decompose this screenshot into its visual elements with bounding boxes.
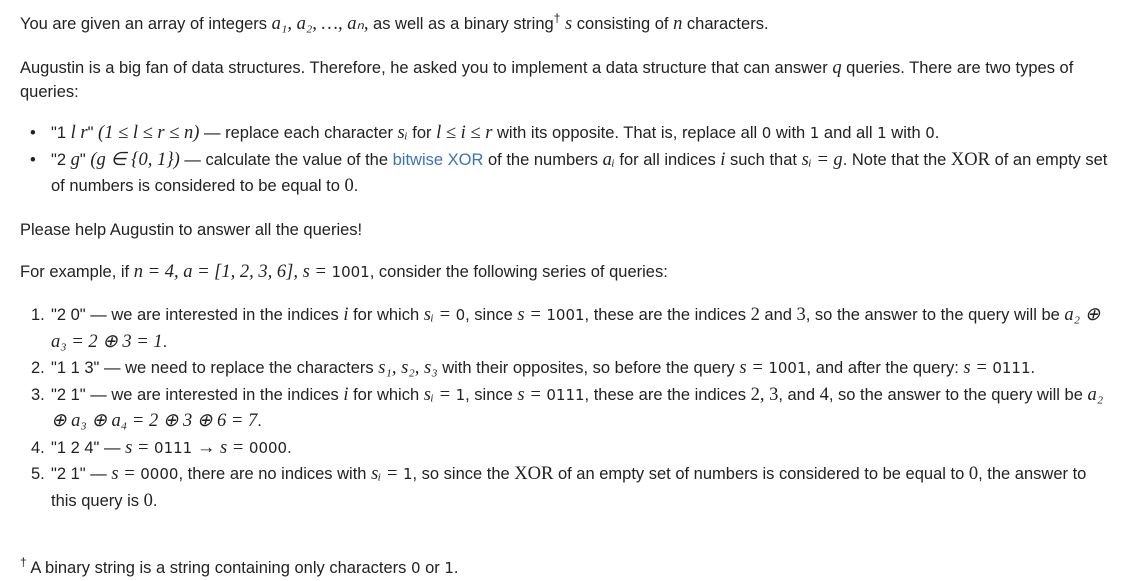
code: 1 <box>444 559 454 577</box>
text: "1 <box>51 124 71 142</box>
math: 2 <box>750 305 760 325</box>
math: 2, 3 <box>750 384 779 405</box>
example-queries-list <box>20 302 1110 514</box>
math: s = <box>517 384 547 405</box>
code: 0000 <box>140 465 179 483</box>
math: 0 <box>344 176 354 196</box>
text: You are given an array of integers <box>20 15 272 33</box>
text: of an empty set of numbers is considered to be equal to <box>51 150 1108 195</box>
math: s = <box>111 464 141 484</box>
text: For example, if <box>20 263 134 281</box>
text: . Note that the <box>842 150 951 169</box>
text: "2 1" — <box>51 465 112 483</box>
math: 0 <box>143 490 153 511</box>
text: with <box>886 124 926 142</box>
math: 3 <box>796 305 806 325</box>
math: 0 <box>968 464 979 484</box>
code: 1001 <box>546 306 585 324</box>
text: . <box>353 177 359 195</box>
description-paragraph <box>20 56 1110 104</box>
text: , consider the following series of queries: <box>369 263 668 281</box>
text: . <box>257 412 262 430</box>
text: . <box>152 491 158 510</box>
code: 1001 <box>768 359 807 377</box>
code: 0 <box>410 559 421 577</box>
text: , since <box>465 306 518 324</box>
query-type-1 <box>20 120 1110 147</box>
math: n = 4, a = [1, 2, 3, 6], s = <box>133 262 332 282</box>
math: q <box>832 58 842 78</box>
code: 1 <box>455 385 466 404</box>
list-number: 5. <box>31 465 45 483</box>
math: s <box>564 14 573 34</box>
text: — replace each character <box>199 124 398 142</box>
code: 1 <box>877 124 887 142</box>
math: n <box>673 14 683 34</box>
text: — calculate the value of the <box>179 150 393 169</box>
code: 0111 <box>546 385 585 404</box>
math: XOR <box>950 149 990 170</box>
text: Augustin is a big fan of data structures. Therefore, he asked you to implement a data structure that can answer <box>20 59 833 77</box>
text: or <box>420 559 445 577</box>
text: and all <box>819 124 878 142</box>
text: . <box>934 124 940 142</box>
query-types-list <box>20 120 1110 200</box>
example-query-3 <box>20 382 1110 435</box>
text: " <box>87 124 99 142</box>
text: , so the answer to the query will be <box>805 306 1065 324</box>
text: , there are no indices with <box>178 465 372 483</box>
code: 0000 <box>248 438 288 457</box>
text: "1 1 3" — we need to replace the characters <box>51 359 379 377</box>
text: , these are the indices <box>584 385 751 404</box>
text: "2 0" — we are interested in the indices <box>51 306 344 324</box>
math: (1 ≤ l ≤ r ≤ n) <box>98 123 200 143</box>
text: . <box>162 332 168 351</box>
math: s = <box>517 305 547 325</box>
text: with <box>771 124 810 142</box>
math: a₂ ⊕ a₃ = 2 ⊕ 3 = 1 <box>51 305 1101 352</box>
text: , so since the <box>412 465 515 483</box>
code: 1001 <box>331 263 370 281</box>
math: → s = <box>192 437 249 458</box>
text: such that <box>725 150 802 169</box>
text: characters. <box>682 15 769 33</box>
query-type-2 <box>20 147 1110 200</box>
list-number: 4. <box>31 438 45 457</box>
example-query-5 <box>20 461 1110 514</box>
math: i <box>343 305 349 325</box>
math: l ≤ i ≤ r <box>436 123 493 143</box>
text: . <box>287 438 292 457</box>
text: . <box>1030 359 1036 377</box>
math: l r <box>70 123 88 143</box>
text: and <box>759 306 797 324</box>
example-paragraph <box>20 260 668 284</box>
text: , the answer to this query is <box>51 465 1087 510</box>
code: 0111 <box>154 438 193 457</box>
code: 0 <box>761 124 772 142</box>
math: sᵢ <box>397 123 408 143</box>
example-query-1 <box>20 302 1110 355</box>
text: , since <box>465 385 518 404</box>
example-query-4 <box>20 435 1110 462</box>
text: "2 <box>51 150 71 169</box>
math: 4 <box>819 384 829 405</box>
footnote-marker: † <box>553 11 561 25</box>
code: 1 <box>809 124 820 142</box>
list-number: 1. <box>31 306 45 324</box>
text: . <box>453 559 459 577</box>
example-query-2 <box>20 355 1110 382</box>
math: i <box>343 384 349 405</box>
text: "2 1" — we are interested in the indices <box>51 385 344 404</box>
code: 0 <box>455 306 466 324</box>
math: a₂ ⊕ a₃ ⊕ a₄ = 2 ⊕ 3 ⊕ 6 = 7 <box>51 384 1104 431</box>
math: aᵢ <box>602 149 615 170</box>
math: s = <box>125 437 155 458</box>
math: sᵢ = <box>423 384 456 405</box>
text: for which <box>348 385 424 404</box>
list-number: 2. <box>31 359 45 377</box>
text: , and after the query: <box>806 359 964 377</box>
math: s₁, s₂, s₃ <box>378 358 438 378</box>
code: 0111 <box>992 359 1031 377</box>
text: of an empty set of numbers is considered to be equal to <box>553 465 969 483</box>
bitwise-xor-link[interactable]: bitwise XOR <box>392 150 484 169</box>
math: s = <box>963 358 993 378</box>
text: of the numbers <box>483 150 603 169</box>
text: queries. There are two types of queries: <box>20 59 1074 101</box>
text: A binary string is a string containing only characters <box>26 559 411 577</box>
math: i <box>720 149 726 170</box>
bullet: • <box>30 150 36 169</box>
math: g <box>70 149 80 170</box>
math: sᵢ = g <box>801 149 843 170</box>
math: sᵢ = <box>423 305 456 325</box>
code: 0 <box>925 124 935 142</box>
list-number: 3. <box>31 385 45 404</box>
footnote-marker: † <box>20 555 27 569</box>
text: "1 2 4" — <box>51 438 126 457</box>
text: for <box>407 124 437 142</box>
bullet: • <box>30 124 36 142</box>
text: as well as a binary string <box>368 15 554 33</box>
math: a₁, a₂, …, aₙ, <box>271 14 369 34</box>
intro-paragraph <box>20 12 769 37</box>
math: sᵢ = <box>371 464 403 484</box>
text: for all indices <box>614 150 721 169</box>
code: 1 <box>402 465 413 483</box>
text: " <box>79 150 91 169</box>
text: consisting of <box>572 15 674 33</box>
footnote <box>20 556 459 581</box>
math: s = <box>739 358 769 378</box>
text: , these are the indices <box>584 306 751 324</box>
help-paragraph: Please help Augustin to answer all the queries! <box>20 221 363 239</box>
math: XOR <box>514 464 554 484</box>
text: with its opposite. That is, replace all <box>492 124 762 142</box>
text: for which <box>348 306 424 324</box>
text: with their opposites, so before the query <box>437 359 740 377</box>
text: , so the answer to the query will be <box>828 385 1088 404</box>
math: (g ∈ {0, 1}) <box>90 149 180 170</box>
text: , and <box>778 385 820 404</box>
